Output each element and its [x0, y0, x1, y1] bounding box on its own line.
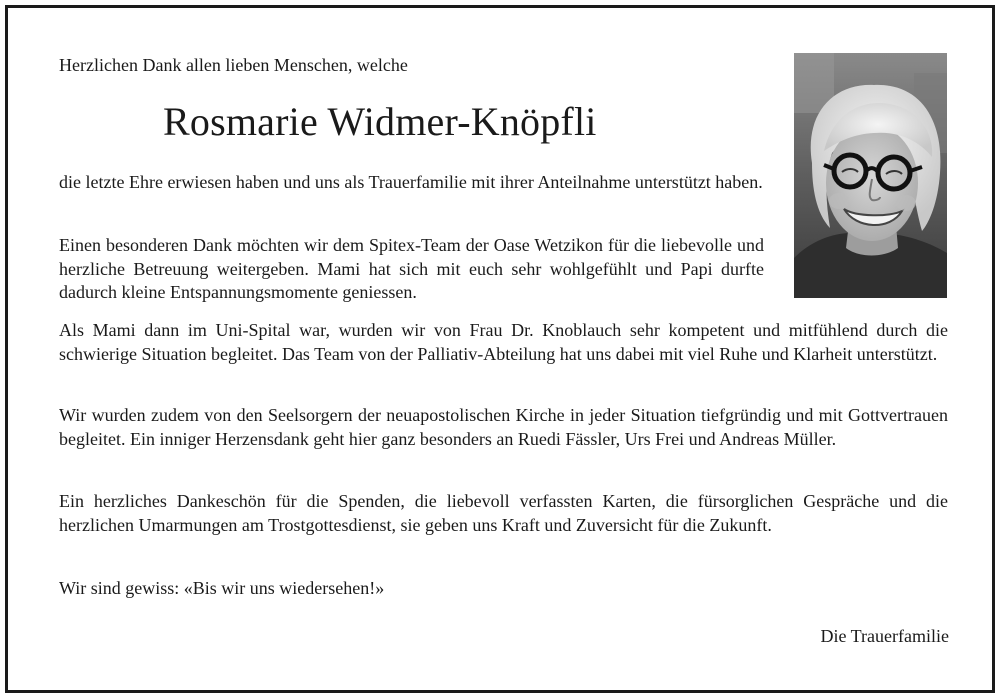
deceased-name: Rosmarie Widmer-Knöpfli	[163, 99, 597, 144]
intro-line: Herzlichen Dank allen lieben Menschen, welche	[59, 55, 408, 75]
portrait-illustration	[794, 53, 947, 298]
paragraph-3: Als Mami dann im Uni-Spital war, wurden wir von Frau Dr. Knoblauch sehr kompetent und mitfühlend durch die schwierige Situation begleitet. Das Team von der Palliativ-Abteilung hat uns dabei mit viel Ruhe und Klarheit unterstützt.	[59, 320, 948, 364]
paragraph-5: Ein herzliches Dankeschön für die Spenden, die liebevoll verfassten Karten, die fürsorglichen Gespräche und die herzlichen Umarmungen am Trostgottesdienst, sie geben uns Kraft und Zuversicht für die Zukunft.	[59, 491, 948, 535]
paragraph-4: Wir wurden zudem von den Seelsorgern der neuapostolischen Kirche in jeder Situation tiefgründig und mit Gottvertrauen begleitet. Ein inniger Herzensdank geht hier ganz besonders an Ruedi Fässler, Urs Frei und Andreas Müller.	[59, 405, 948, 449]
portrait-photo	[794, 53, 947, 298]
signature: Die Trauerfamilie	[820, 626, 949, 646]
paragraph-2: Einen besonderen Dank möchten wir dem Spitex-Team der Oase Wetzikon für die liebevolle und herzliche Betreuung weitergeben. Mami hat sich mit euch sehr wohlgefühlt und Papi durfte dadurch kleine Entspannungsmomente geniessen.	[59, 235, 764, 302]
obituary-thanks-notice	[8, 8, 992, 690]
closing-line: Wir sind gewiss: «Bis wir uns wiedersehen!»	[59, 578, 385, 598]
paragraph-1: die letzte Ehre erwiesen haben und uns als Trauerfamilie mit ihrer Anteilnahme unterstützt haben.	[59, 172, 763, 192]
notice-frame	[5, 5, 995, 693]
